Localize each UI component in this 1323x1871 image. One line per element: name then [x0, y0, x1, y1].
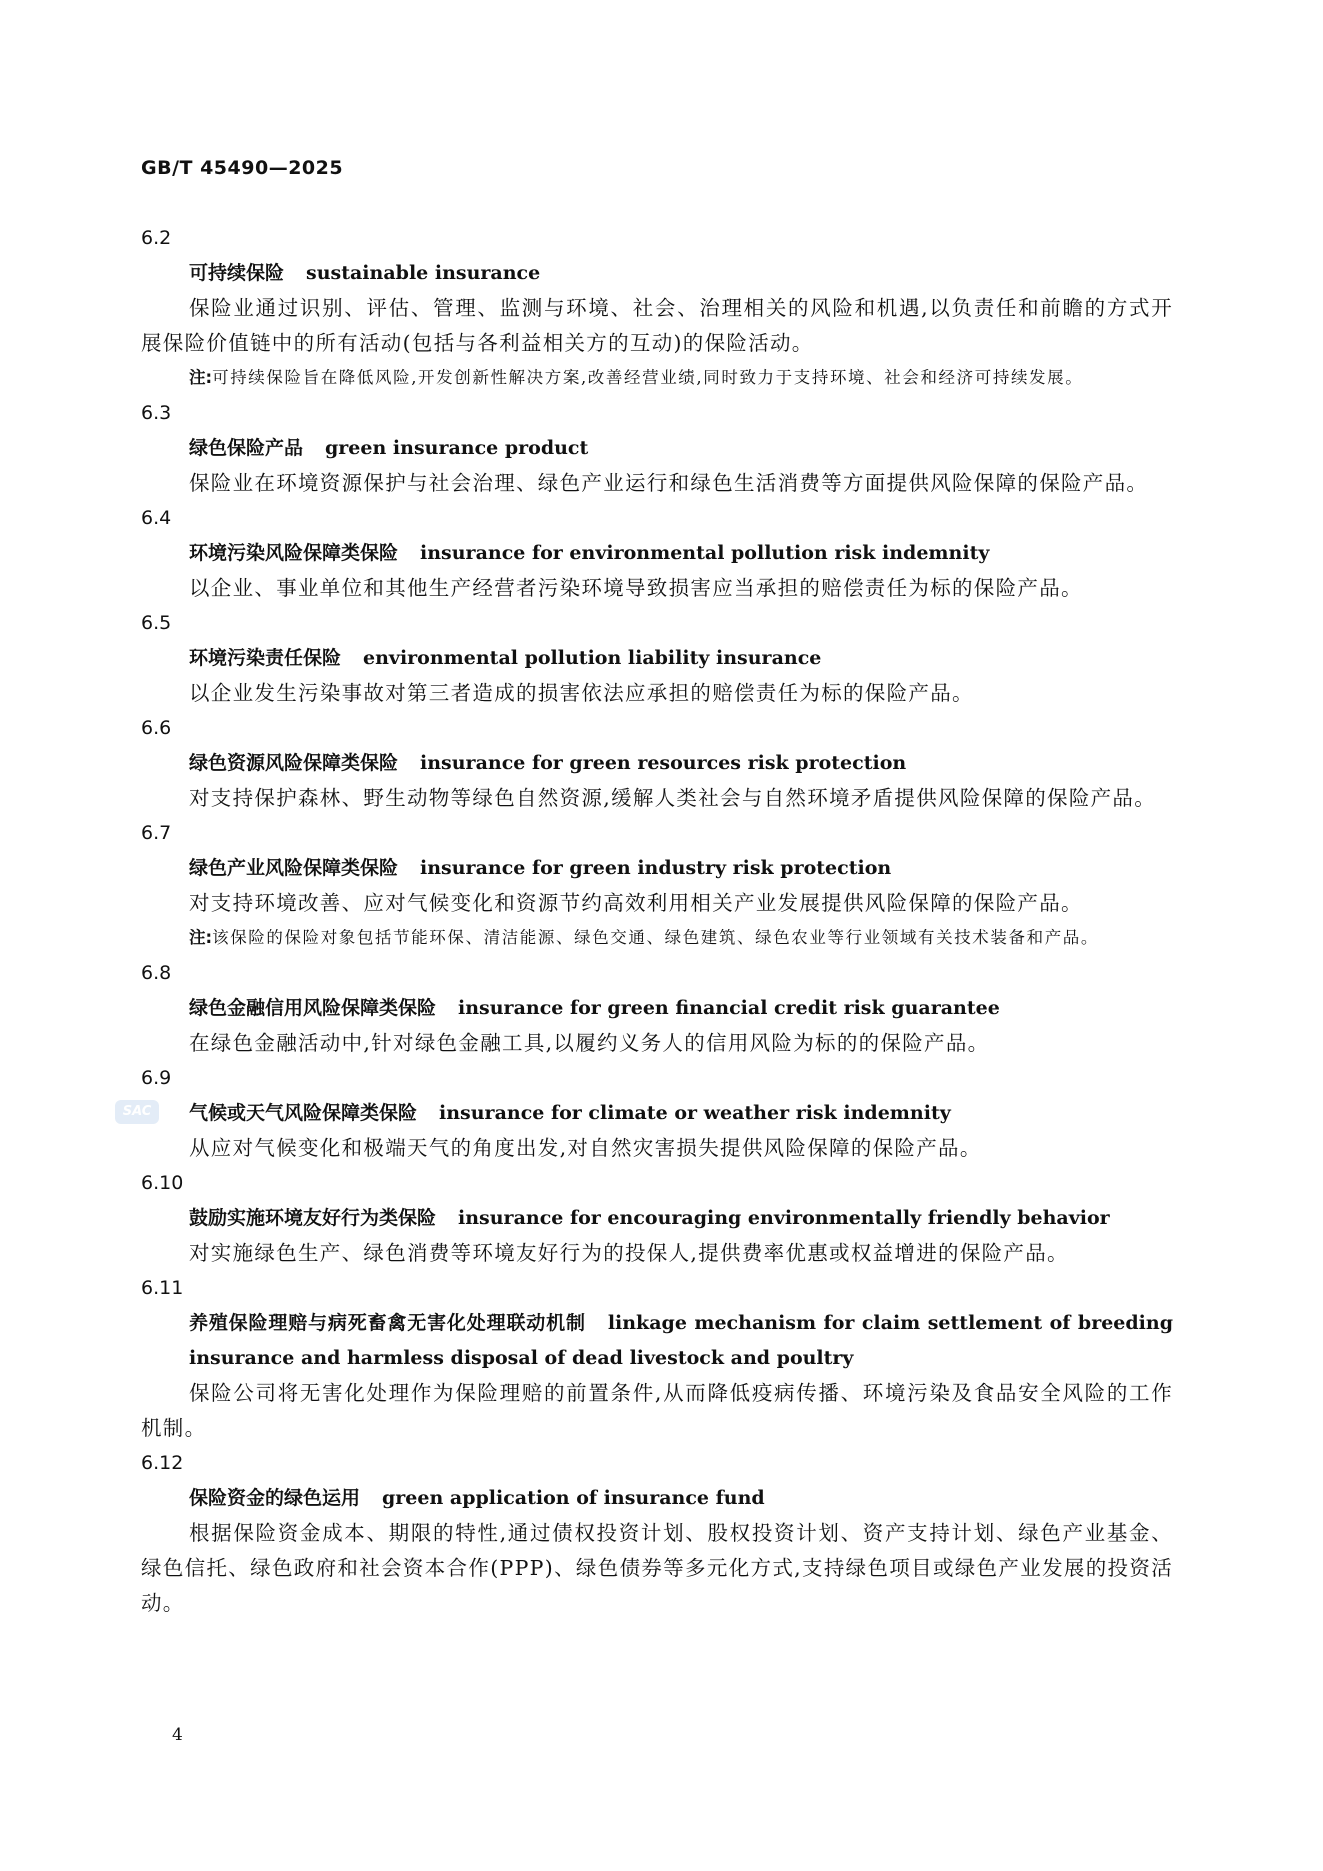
- term-chinese: 鼓励实施环境友好行为类保险: [189, 1207, 437, 1229]
- term-chinese: 保险资金的绿色运用: [189, 1487, 361, 1509]
- term-english: insurance for green financial credit risk guarantee: [458, 997, 1000, 1019]
- term-entry: [141, 816, 1173, 954]
- term-note: [141, 921, 1173, 954]
- term-number: 6.10: [141, 1172, 184, 1194]
- term-number: 6.2: [141, 227, 172, 249]
- term-title: [141, 1096, 1173, 1131]
- term-english: green insurance product: [325, 437, 589, 459]
- term-entry: [141, 396, 1173, 501]
- term-number: 6.3: [141, 402, 172, 424]
- note-text: 可持续保险旨在降低风险,开发创新性解决方案,改善经营业绩,同时致力于支持环境、社会和经济可持续发展。: [212, 368, 1084, 387]
- term-english: environmental pollution liability insurance: [363, 647, 822, 669]
- term-definition: 以企业发生污染事故对第三者造成的损害依法应承担的赔偿责任为标的保险产品。: [189, 681, 974, 705]
- term-chinese: 环境污染责任保险: [189, 647, 342, 669]
- note-label: 注:: [189, 928, 213, 947]
- term-english: insurance for climate or weather risk indemnity: [439, 1102, 951, 1124]
- term-number: 6.12: [141, 1452, 184, 1474]
- page-number: 4: [172, 1725, 183, 1745]
- term-definition: 保险公司将无害化处理作为保险理赔的前置条件,从而降低疫病传播、环境污染及食品安全风险的工作机制。: [141, 1381, 1173, 1440]
- term-definition: 对支持环境改善、应对气候变化和资源节约高效利用相关产业发展提供风险保障的保险产品。: [189, 891, 1083, 915]
- term-entry: [141, 221, 1173, 394]
- term-chinese: 绿色保险产品: [189, 437, 304, 459]
- term-number: 6.8: [141, 962, 172, 984]
- term-entry: [141, 501, 1173, 606]
- term-definition: 在绿色金融活动中,针对绿色金融工具,以履约义务人的信用风险为标的的保险产品。: [189, 1031, 990, 1055]
- term-definition: 以企业、事业单位和其他生产经营者污染环境导致损害应当承担的赔偿责任为标的保险产品。: [189, 576, 1083, 600]
- term-chinese: 绿色产业风险保障类保险: [189, 857, 399, 879]
- term-entry: [141, 1271, 1173, 1446]
- term-definition: 对支持保护森林、野生动物等绿色自然资源,缓解人类社会与自然环境矛盾提供风险保障的保险产品。: [189, 786, 1157, 810]
- sac-watermark: SAC: [115, 1100, 159, 1124]
- term-definition: 保险业通过识别、评估、管理、监测与环境、社会、治理相关的风险和机遇,以负责任和前瞻的方式开展保险价值链中的所有活动(包括与各利益相关方的互动)的保险活动。: [141, 296, 1173, 355]
- term-number: 6.7: [141, 822, 172, 844]
- term-chinese: 养殖保险理赔与病死畜禽无害化处理联动机制: [189, 1312, 586, 1334]
- term-note: [141, 361, 1173, 394]
- term-entry: [141, 1166, 1173, 1271]
- term-definition: 从应对气候变化和极端天气的角度出发,对自然灾害损失提供风险保障的保险产品。: [189, 1136, 982, 1160]
- term-definition: 根据保险资金成本、期限的特性,通过债权投资计划、股权投资计划、资产支持计划、绿色产业基金、绿色信托、绿色政府和社会资本合作(PPP)、绿色债券等多元化方式,支持绿色项目或绿色产业发展的投资活动。: [141, 1521, 1173, 1615]
- term-title: [141, 991, 1173, 1026]
- term-entry: [141, 606, 1173, 711]
- term-chinese: 可持续保险: [189, 262, 285, 284]
- term-definition: 保险业在环境资源保护与社会治理、绿色产业运行和绿色生活消费等方面提供风险保障的保险产品。: [189, 471, 1149, 495]
- term-number: 6.6: [141, 717, 172, 739]
- note-label: 注:: [189, 368, 213, 387]
- note-text: 该保险的保险对象包括节能环保、清洁能源、绿色交通、绿色建筑、绿色农业等行业领域有关技术装备和产品。: [212, 928, 1100, 947]
- term-entry: [141, 956, 1173, 1061]
- term-number: 6.9: [141, 1067, 172, 1089]
- term-chinese: 气候或天气风险保障类保险: [189, 1102, 418, 1124]
- term-chinese: 环境污染风险保障类保险: [189, 542, 399, 564]
- term-title: [141, 1201, 1173, 1236]
- term-entry: [141, 1061, 1173, 1166]
- term-english: insurance for encouraging environmentally friendly behavior: [458, 1207, 1110, 1229]
- term-english: green application of insurance fund: [382, 1487, 765, 1509]
- term-english: insurance for green resources risk protection: [420, 752, 907, 774]
- standard-number: GB/T 45490—2025: [141, 157, 344, 179]
- term-chinese: 绿色金融信用风险保障类保险: [189, 997, 437, 1019]
- term-number: 6.5: [141, 612, 172, 634]
- term-title: [141, 1481, 1173, 1516]
- term-chinese: 绿色资源风险保障类保险: [189, 752, 399, 774]
- term-english: sustainable insurance: [306, 262, 541, 284]
- term-title: [141, 746, 1173, 781]
- term-entry: [141, 1446, 1173, 1621]
- term-number: 6.4: [141, 507, 172, 529]
- term-number: 6.11: [141, 1277, 184, 1299]
- term-title: [141, 256, 1173, 291]
- term-entry: [141, 711, 1173, 816]
- term-title: [141, 536, 1173, 571]
- terms-list: [141, 221, 1173, 1621]
- term-title: [141, 1306, 1173, 1376]
- term-definition: 对实施绿色生产、绿色消费等环境友好行为的投保人,提供费率优惠或权益增进的保险产品。: [189, 1241, 1069, 1265]
- term-english: linkage mechanism for claim settlement of breeding insurance and harmless disposal of dead livestock and poultry: [189, 1312, 1173, 1369]
- term-title: [141, 431, 1173, 466]
- term-english: insurance for green industry risk protection: [420, 857, 892, 879]
- term-title: [141, 851, 1173, 886]
- term-title: [141, 641, 1173, 676]
- term-english: insurance for environmental pollution risk indemnity: [420, 542, 990, 564]
